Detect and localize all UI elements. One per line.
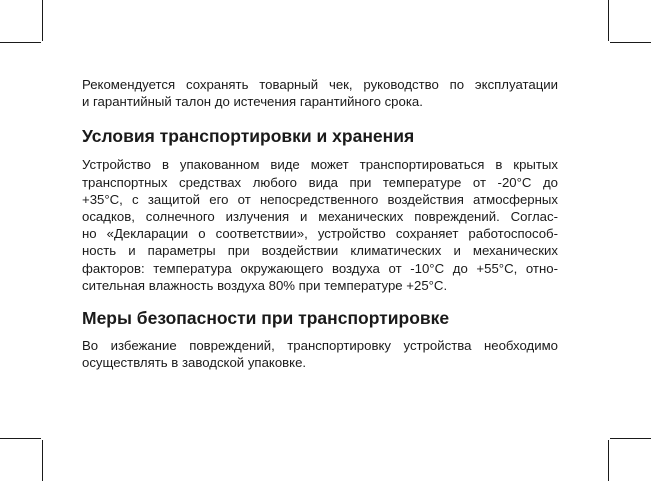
crop-mark-bottom-right-horizontal	[610, 438, 651, 439]
text-line: осуществлять в заводской упаковке.	[82, 355, 307, 371]
text-line: осадков, солнечного излучения и механических повреждений. Соглас-	[82, 209, 558, 225]
intro-paragraph	[82, 76, 558, 110]
text-line: +35°C, с защитой его от непосредственного воздействия атмосферных	[82, 191, 558, 207]
crop-mark-top-right-horizontal	[610, 42, 651, 43]
text-line: ность и параметры при воздействии климатических и механических	[82, 243, 558, 259]
transport-storage-paragraph	[82, 156, 558, 294]
crop-mark-top-left-vertical	[42, 0, 43, 41]
transport-safety-paragraph	[82, 337, 558, 371]
text-line: сительная влажность воздуха 80% при температуре +25°C.	[82, 277, 448, 293]
crop-mark-bottom-left-vertical	[42, 440, 43, 481]
text-line: Устройство в упакованном виде может транспортироваться в крытых	[82, 157, 558, 173]
transport-safety-heading: Меры безопасности при транспортировке	[82, 308, 450, 329]
crop-mark-top-right-vertical	[608, 0, 609, 41]
text-line: Рекомендуется сохранять товарный чек, руководство по эксплуатации	[82, 77, 558, 92]
crop-mark-top-left-horizontal	[0, 42, 41, 43]
text-line: Во избежание повреждений, транспортировку устройства необходимо	[82, 338, 558, 354]
text-line: и гарантийный талон до истечения гарантийного срока.	[82, 94, 423, 110]
transport-storage-heading: Условия транспортировки и хранения	[82, 126, 415, 147]
manual-page-content	[82, 76, 558, 371]
crop-mark-bottom-right-vertical	[608, 440, 609, 481]
text-line: транспортных средствах любого вида при температуре от -20°C до	[82, 174, 558, 190]
text-line: но «Декларации о соответствии», устройство сохраняет работоспособ-	[82, 226, 558, 242]
text-line: факторов: температура окружающего воздуха от -10°C до +55°C, отно-	[82, 260, 558, 276]
crop-mark-bottom-left-horizontal	[0, 438, 41, 439]
